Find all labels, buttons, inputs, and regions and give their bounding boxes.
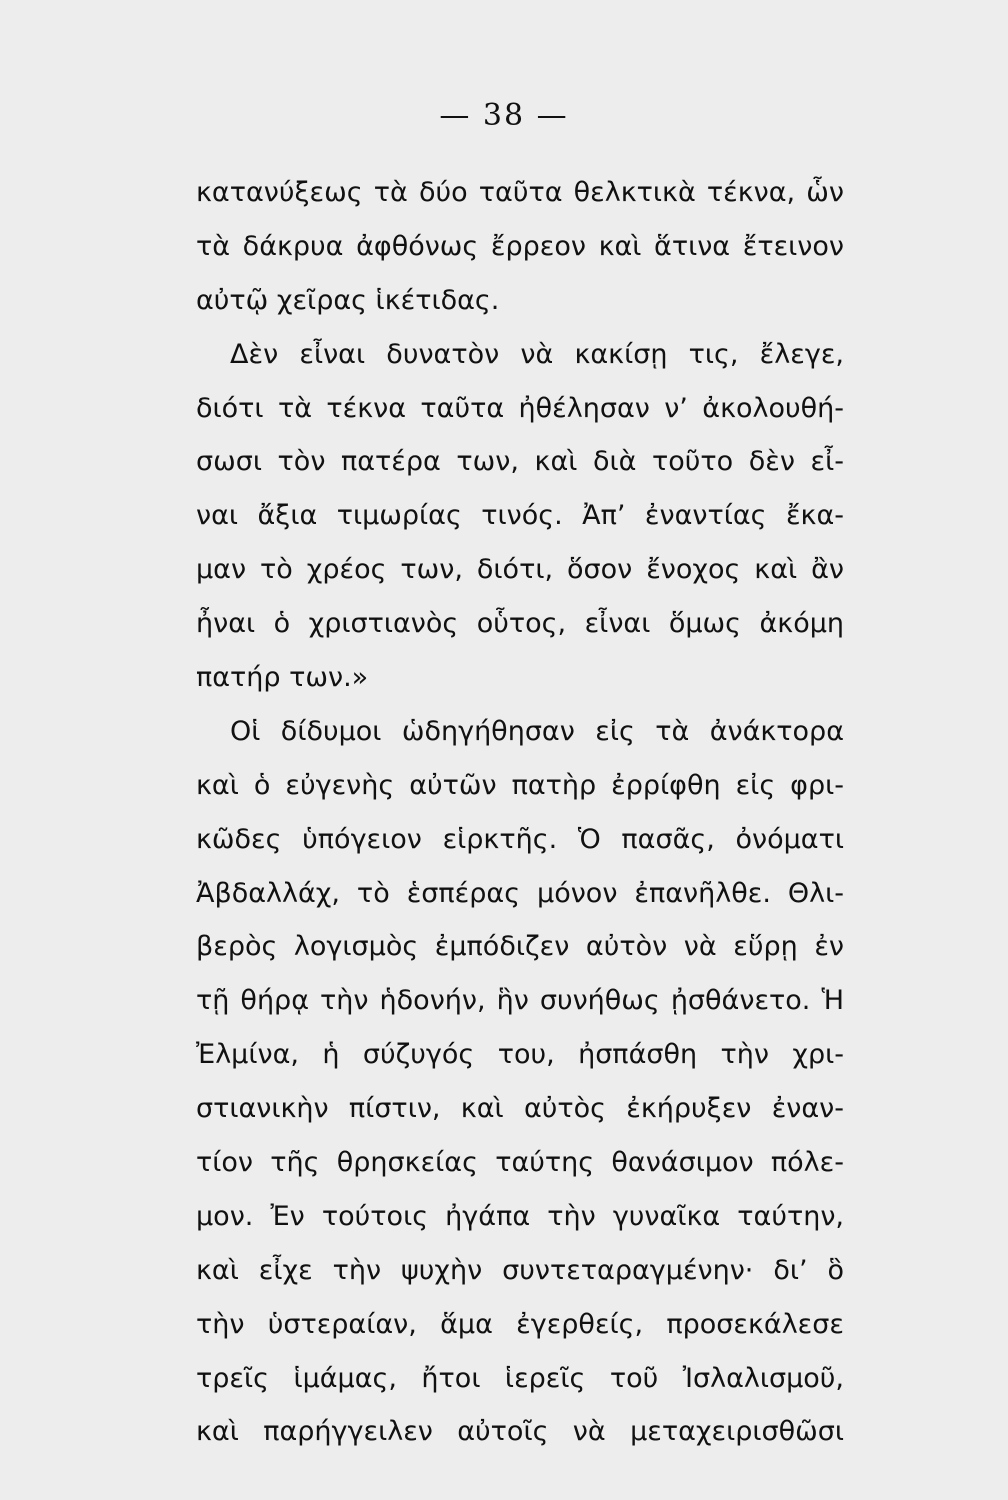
text-line: διότι τὰ τέκνα ταῦτα ἠθέλησαν ν’ ἀκολουθή- xyxy=(196,392,844,424)
text-line: καὶ ὁ εὐγενὴς αὐτῶν πατὴρ ἐρρίφθη εἰς φρι- xyxy=(196,769,844,801)
text-line: Ἐλμίνα, ἡ σύζυγός του, ἠσπάσθη τὴν χρι- xyxy=(196,1039,844,1071)
text-line: τῇ θήρᾳ τὴν ἡδονήν, ἣν συνήθως ᾐσθάνετο. Ἡ xyxy=(196,985,844,1017)
body-text xyxy=(196,166,844,1459)
text-line: πατήρ των.» xyxy=(196,662,369,694)
text-line: κατανύξεως τὰ δύο ταῦτα θελκτικὰ τέκνα, ὧν xyxy=(196,177,844,208)
text-line: στιανικὴν πίστιν, καὶ αὐτὸς ἐκήρυξεν ἐναν- xyxy=(196,1093,844,1125)
text-line: καὶ παρήγγειλεν αὐτοῖς νὰ μεταχειρισθῶσι xyxy=(196,1416,844,1448)
text-line: τρεῖς ἱμάμας, ἤτοι ἱερεῖς τοῦ Ἰσλαλισμοῦ, xyxy=(196,1362,844,1394)
text-line: Ἀβδαλλάχ, τὸ ἑσπέρας μόνον ἐπανῆλθε. Θλι- xyxy=(196,877,844,909)
text-line: αὐτῷ χεῖρας ἱκέτιδας. xyxy=(196,284,500,316)
text-line: μον. Ἐν τούτοις ἠγάπα τὴν γυναῖκα ταύτην, xyxy=(196,1200,844,1232)
text-line: βερὸς λογισμὸς ἐμπόδιζεν αὐτὸν νὰ εὕρῃ ἐν xyxy=(196,931,844,963)
text-line: ναι ἄξια τιμωρίας τινός. Ἀπ’ ἐναντίας ἔκα- xyxy=(196,500,844,532)
text-line: καὶ εἶχε τὴν ψυχὴν συντεταραγμένην· δι’ ὃ xyxy=(196,1254,844,1286)
text-line: μαν τὸ χρέος των, διότι, ὅσον ἔνοχος καὶ ἂν xyxy=(196,554,844,586)
paragraph-start-line: Οἱ δίδυμοι ὡδηγήθησαν εἰς τὰ ἀνάκτορα xyxy=(230,715,844,747)
text-line: ἦναι ὁ χριστιανὸς οὗτος, εἶναι ὅμως ἀκόμη xyxy=(196,608,844,640)
text-line: τὴν ὑστεραίαν, ἅμα ἐγερθείς, προσεκάλεσε xyxy=(196,1308,844,1340)
paragraph-start-line: Δὲν εἶναι δυνατὸν νὰ κακίσῃ τις, ἔλεγε, xyxy=(230,338,844,370)
text-line: τὰ δάκρυα ἀφθόνως ἔρρεον καὶ ἅτινα ἔτεινον xyxy=(196,230,844,262)
text-line: σωσι τὸν πατέρα των, καὶ διὰ τοῦτο δὲν εἶ- xyxy=(196,446,844,478)
page-number: — 38 — xyxy=(439,98,569,133)
text-line: τίον τῆς θρησκείας ταύτης θανάσιμον πόλε- xyxy=(196,1147,844,1179)
text-line: κῶδες ὑπόγειον εἱρκτῆς. Ὁ πασᾶς, ὀνόματι xyxy=(196,823,844,855)
